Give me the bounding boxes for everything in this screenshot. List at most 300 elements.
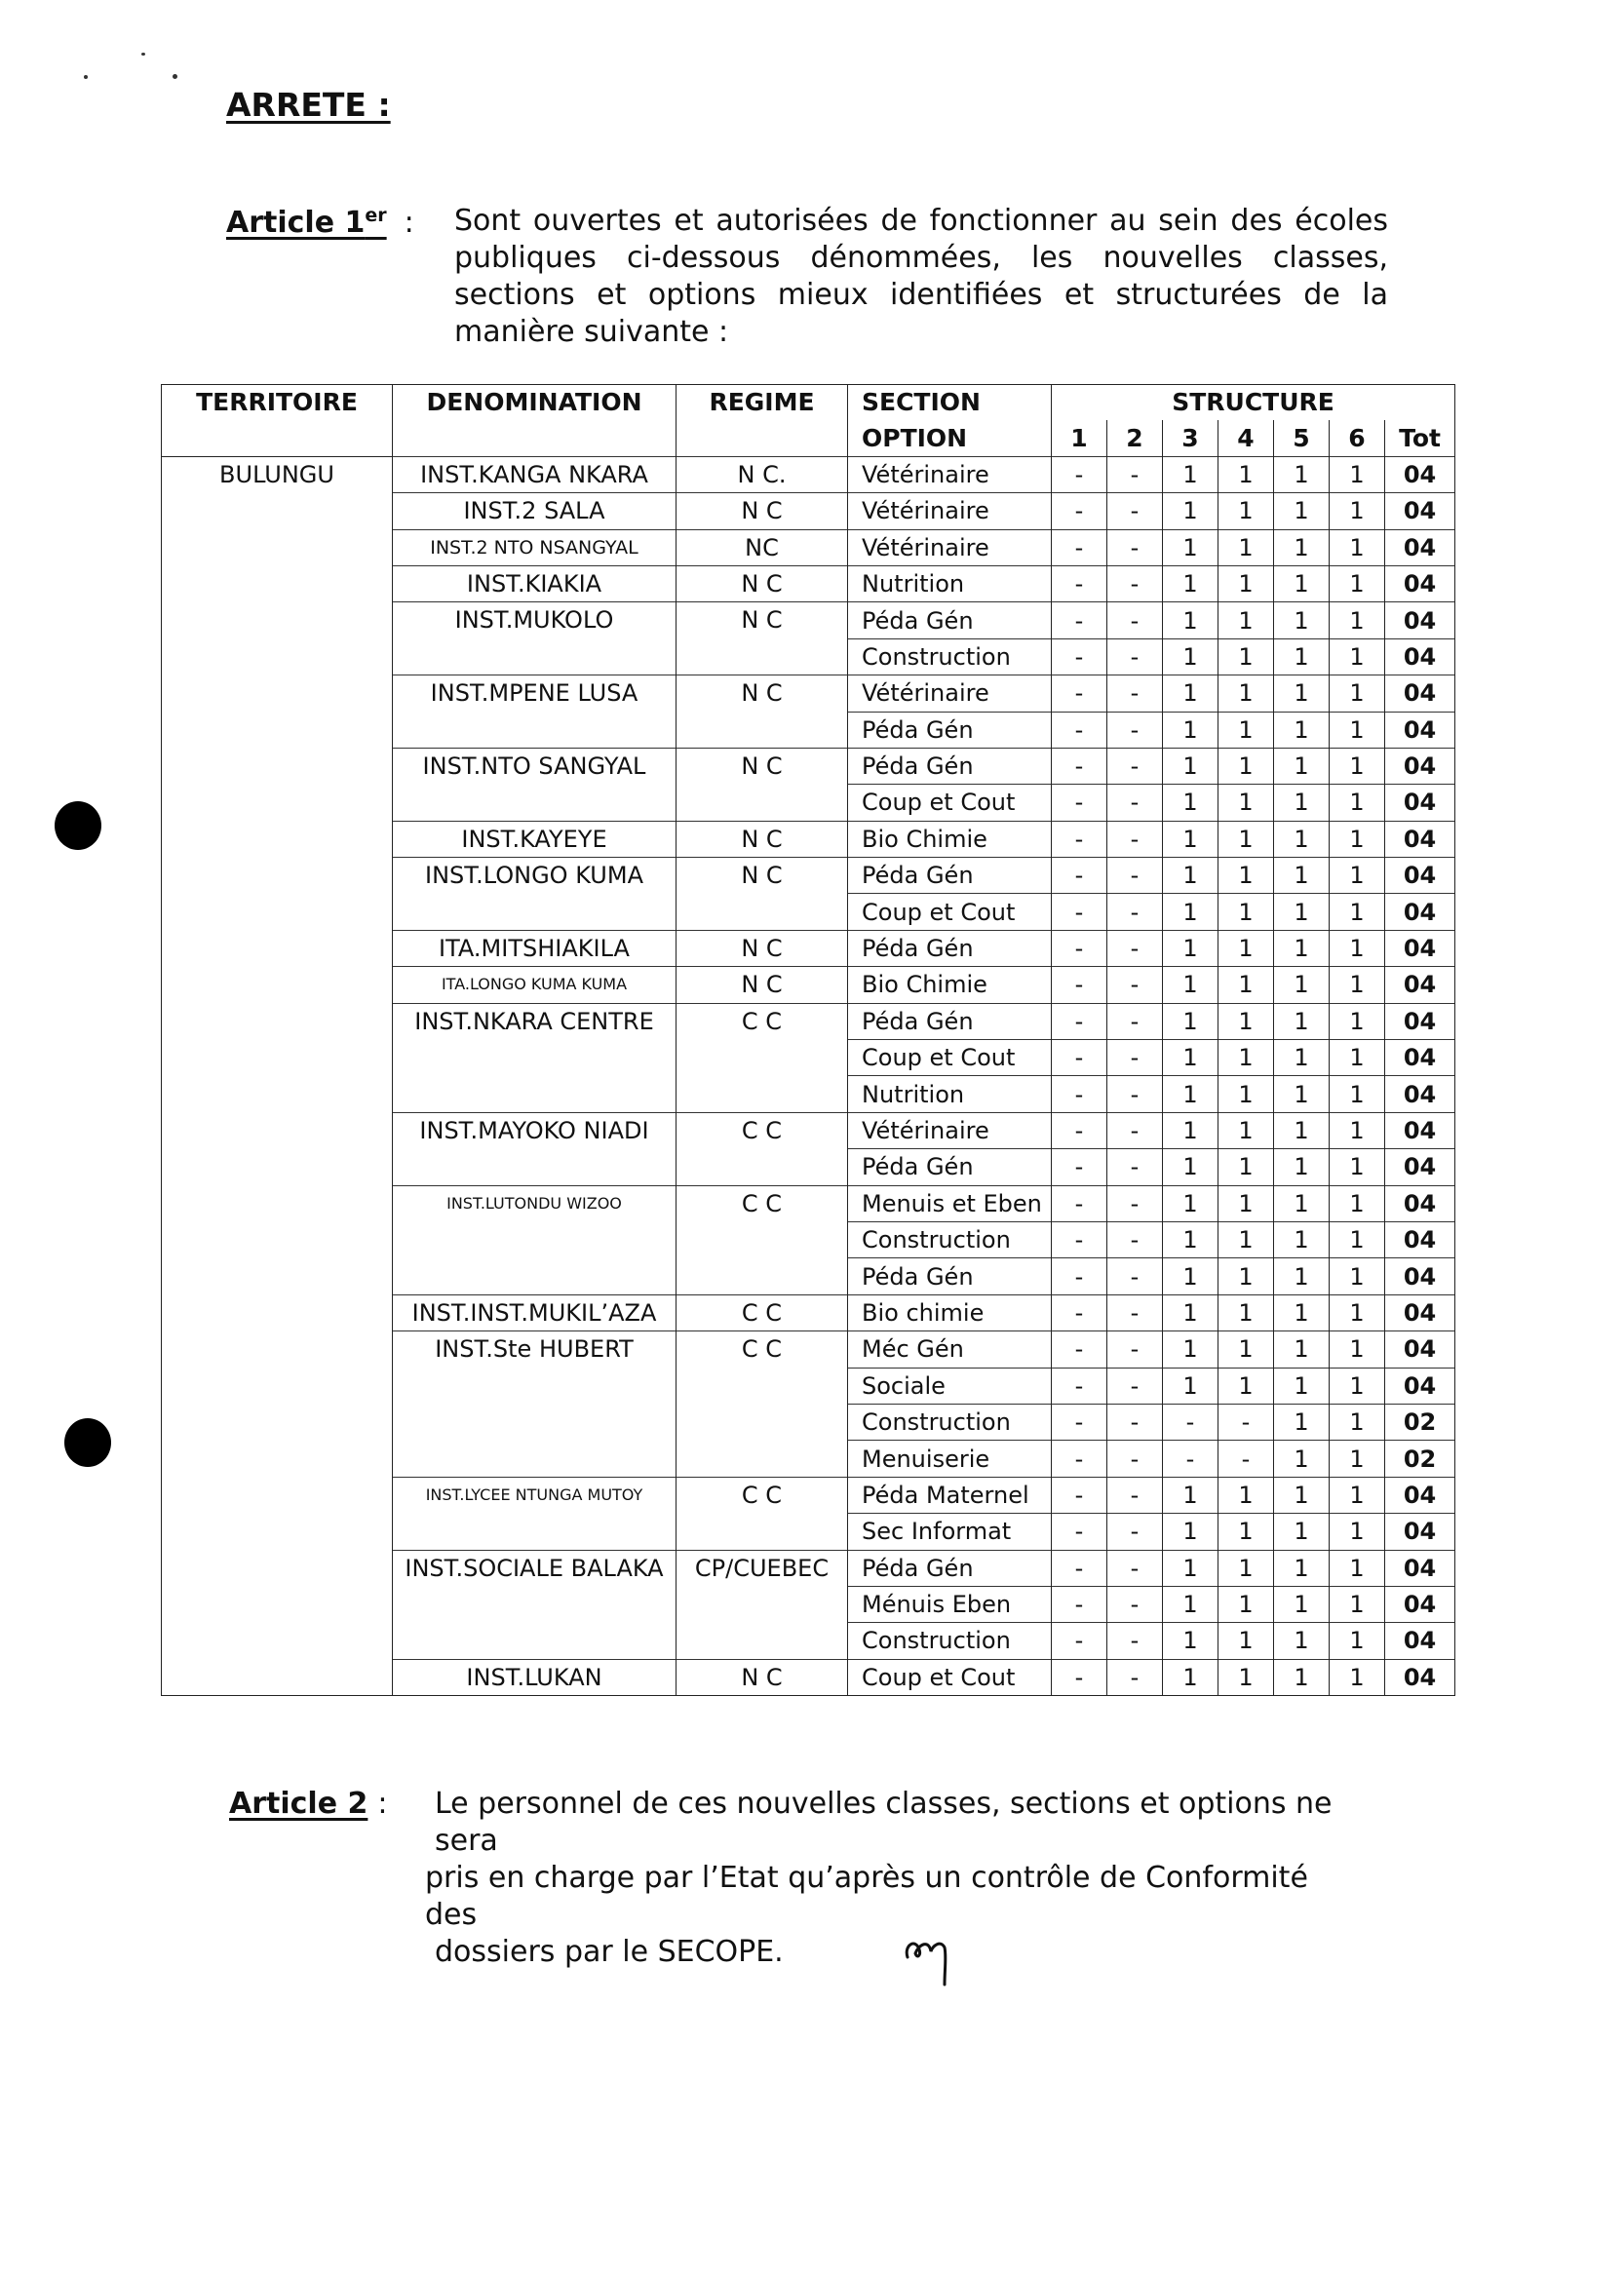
article-2-label-text: Article 2	[229, 1787, 368, 1821]
cell-structure-1: -	[1052, 785, 1107, 821]
cell-structure-4: 1	[1218, 529, 1274, 565]
header-col-tot: Tot	[1385, 420, 1455, 456]
cell-denomination: INST.LONGO KUMA	[393, 858, 677, 931]
cell-structure-5: 1	[1274, 785, 1330, 821]
cell-option: Bio chimie	[848, 1294, 1052, 1330]
cell-structure-5: 1	[1274, 1368, 1330, 1404]
cell-structure-3: 1	[1163, 1368, 1218, 1404]
cell-total: 04	[1385, 1659, 1455, 1695]
cell-structure-5: 1	[1274, 493, 1330, 529]
article-2-colon: :	[377, 1787, 388, 1821]
cell-structure-5: 1	[1274, 1003, 1330, 1039]
cell-structure-3: 1	[1163, 1550, 1218, 1586]
cell-structure-1: -	[1052, 748, 1107, 784]
cell-total: 04	[1385, 456, 1455, 492]
cell-regime: CP/CUEBEC	[677, 1550, 848, 1659]
cell-structure-3: 1	[1163, 675, 1218, 712]
cell-structure-5: 1	[1274, 967, 1330, 1003]
cell-structure-1: -	[1052, 1294, 1107, 1330]
cell-structure-6: 1	[1330, 1221, 1385, 1257]
header-col-1: 1	[1052, 420, 1107, 456]
cell-structure-5: 1	[1274, 1586, 1330, 1622]
cell-structure-4: 1	[1218, 1477, 1274, 1513]
cell-structure-2: -	[1107, 1514, 1163, 1550]
cell-structure-4: 1	[1218, 712, 1274, 748]
cell-structure-1: -	[1052, 565, 1107, 601]
cell-regime: N C	[677, 493, 848, 529]
cell-total: 04	[1385, 858, 1455, 894]
cell-structure-3: 1	[1163, 1623, 1218, 1659]
cell-structure-2: -	[1107, 529, 1163, 565]
cell-structure-1: -	[1052, 712, 1107, 748]
cell-structure-4: 1	[1218, 930, 1274, 966]
cell-option: Coup et Cout	[848, 785, 1052, 821]
cell-structure-6: 1	[1330, 785, 1385, 821]
cell-total: 04	[1385, 1368, 1455, 1404]
cell-denomination: INST.LUTONDU WIZOO	[393, 1185, 677, 1294]
signature-initials	[902, 1920, 970, 1988]
cell-denomination: INST.NTO SANGYAL	[393, 748, 677, 821]
article-1-label	[226, 205, 414, 240]
cell-structure-3: 1	[1163, 894, 1218, 930]
cell-option: Péda Gén	[848, 1003, 1052, 1039]
cell-regime: C C	[677, 1112, 848, 1185]
cell-structure-3: 1	[1163, 1185, 1218, 1221]
cell-structure-1: -	[1052, 675, 1107, 712]
cell-structure-6: 1	[1330, 1076, 1385, 1112]
cell-total: 04	[1385, 1221, 1455, 1257]
cell-structure-6: 1	[1330, 748, 1385, 784]
cell-structure-4: 1	[1218, 1076, 1274, 1112]
cell-total: 04	[1385, 1003, 1455, 1039]
cell-option: Nutrition	[848, 1076, 1052, 1112]
cell-option: Construction	[848, 1404, 1052, 1440]
header-structure: STRUCTURE	[1052, 385, 1455, 421]
cell-option: Coup et Cout	[848, 1040, 1052, 1076]
cell-structure-3: 1	[1163, 638, 1218, 675]
cell-structure-1: -	[1052, 1586, 1107, 1622]
cell-option: Vétérinaire	[848, 675, 1052, 712]
cell-denomination: ITA.MITSHIAKILA	[393, 930, 677, 966]
cell-structure-3: -	[1163, 1404, 1218, 1440]
cell-structure-6: 1	[1330, 1623, 1385, 1659]
cell-structure-4: 1	[1218, 785, 1274, 821]
cell-structure-5: 1	[1274, 602, 1330, 638]
cell-total: 04	[1385, 1550, 1455, 1586]
cell-structure-5: 1	[1274, 1623, 1330, 1659]
cell-option: Péda Gén	[848, 858, 1052, 894]
cell-structure-2: -	[1107, 638, 1163, 675]
cell-structure-6: 1	[1330, 894, 1385, 930]
article-1-colon: :	[404, 206, 414, 240]
cell-structure-1: -	[1052, 1258, 1107, 1294]
header-col-6: 6	[1330, 420, 1385, 456]
cell-structure-3: 1	[1163, 1477, 1218, 1513]
cell-denomination: INST.Ste HUBERT	[393, 1331, 677, 1478]
cell-regime: N C	[677, 1659, 848, 1695]
cell-structure-5: 1	[1274, 1550, 1330, 1586]
article-1-label-text: Article 1	[226, 206, 366, 240]
cell-structure-4: 1	[1218, 1112, 1274, 1148]
cell-total: 04	[1385, 1040, 1455, 1076]
cell-structure-4: 1	[1218, 565, 1274, 601]
cell-total: 04	[1385, 821, 1455, 857]
cell-structure-5: 1	[1274, 712, 1330, 748]
header-section: SECTION	[848, 385, 1052, 421]
cell-total: 04	[1385, 712, 1455, 748]
cell-structure-5: 1	[1274, 1040, 1330, 1076]
cell-structure-6: 1	[1330, 1586, 1385, 1622]
cell-structure-6: 1	[1330, 967, 1385, 1003]
cell-denomination: ITA.LONGO KUMA KUMA	[393, 967, 677, 1003]
cell-structure-4: 1	[1218, 602, 1274, 638]
cell-option: Sec Informat	[848, 1514, 1052, 1550]
cell-total: 04	[1385, 1586, 1455, 1622]
cell-structure-5: 1	[1274, 1258, 1330, 1294]
cell-structure-4: 1	[1218, 1659, 1274, 1695]
cell-structure-2: -	[1107, 602, 1163, 638]
cell-structure-2: -	[1107, 1404, 1163, 1440]
cell-structure-6: 1	[1330, 858, 1385, 894]
cell-total: 02	[1385, 1404, 1455, 1440]
article-2-line: Le personnel de ces nouvelles classes, sections et options ne sera	[435, 1787, 1333, 1858]
header-col-2: 2	[1107, 420, 1163, 456]
cell-option: Méc Gén	[848, 1331, 1052, 1368]
cell-structure-6: 1	[1330, 930, 1385, 966]
cell-regime: C C	[677, 1477, 848, 1550]
cell-structure-2: -	[1107, 1477, 1163, 1513]
cell-regime: C C	[677, 1294, 848, 1330]
cell-structure-3: 1	[1163, 529, 1218, 565]
cell-structure-4: -	[1218, 1404, 1274, 1440]
cell-structure-6: 1	[1330, 493, 1385, 529]
cell-total: 04	[1385, 967, 1455, 1003]
cell-structure-6: 1	[1330, 1404, 1385, 1440]
cell-structure-5: 1	[1274, 1294, 1330, 1330]
cell-structure-5: 1	[1274, 1659, 1330, 1695]
cell-total: 04	[1385, 638, 1455, 675]
cell-total: 04	[1385, 930, 1455, 966]
cell-option: Coup et Cout	[848, 894, 1052, 930]
cell-total: 04	[1385, 1294, 1455, 1330]
cell-structure-4: 1	[1218, 748, 1274, 784]
cell-structure-2: -	[1107, 1149, 1163, 1185]
punch-hole-top	[55, 801, 101, 850]
cell-structure-2: -	[1107, 1368, 1163, 1404]
cell-option: Nutrition	[848, 565, 1052, 601]
cell-structure-4: 1	[1218, 821, 1274, 857]
cell-denomination: INST.NKARA CENTRE	[393, 1003, 677, 1112]
cell-structure-2: -	[1107, 858, 1163, 894]
cell-structure-2: -	[1107, 1003, 1163, 1039]
cell-structure-6: 1	[1330, 1040, 1385, 1076]
cell-structure-6: 1	[1330, 1331, 1385, 1368]
cell-structure-1: -	[1052, 638, 1107, 675]
cell-structure-2: -	[1107, 1258, 1163, 1294]
cell-structure-5: 1	[1274, 1441, 1330, 1477]
cell-structure-2: -	[1107, 1112, 1163, 1148]
cell-structure-6: 1	[1330, 1477, 1385, 1513]
article-1-superscript: er	[365, 205, 387, 226]
cell-structure-1: -	[1052, 1040, 1107, 1076]
article-1-text: Sont ouvertes et autorisées de fonctionner au sein des écoles publiques ci-dessous dénommées, les nouvelles classes, sections et options mieux identifiées et structurées de la manière suivante :	[454, 204, 1388, 349]
cell-structure-6: 1	[1330, 712, 1385, 748]
cell-structure-6: 1	[1330, 1185, 1385, 1221]
cell-structure-5: 1	[1274, 1149, 1330, 1185]
cell-regime: N C	[677, 967, 848, 1003]
cell-structure-6: 1	[1330, 1514, 1385, 1550]
cell-structure-4: 1	[1218, 1221, 1274, 1257]
header-regime: REGIME	[677, 385, 848, 457]
cell-option: Péda Gén	[848, 1258, 1052, 1294]
cell-structure-1: -	[1052, 894, 1107, 930]
cell-total: 04	[1385, 1185, 1455, 1221]
cell-structure-1: -	[1052, 1404, 1107, 1440]
cell-structure-3: 1	[1163, 785, 1218, 821]
cell-regime: NC	[677, 529, 848, 565]
cell-structure-3: 1	[1163, 821, 1218, 857]
cell-structure-1: -	[1052, 1185, 1107, 1221]
cell-regime: N C	[677, 748, 848, 821]
cell-structure-2: -	[1107, 930, 1163, 966]
cell-structure-6: 1	[1330, 1003, 1385, 1039]
cell-total: 04	[1385, 1258, 1455, 1294]
cell-structure-6: 1	[1330, 675, 1385, 712]
cell-option: Vétérinaire	[848, 456, 1052, 492]
cell-structure-5: 1	[1274, 675, 1330, 712]
header-territoire: TERRITOIRE	[162, 385, 393, 457]
cell-structure-4: 1	[1218, 894, 1274, 930]
cell-denomination: INST.2 NTO NSANGYAL	[393, 529, 677, 565]
cell-structure-4: 1	[1218, 675, 1274, 712]
cell-option: Ménuis Eben	[848, 1586, 1052, 1622]
cell-option: Péda Gén	[848, 748, 1052, 784]
cell-structure-1: -	[1052, 529, 1107, 565]
cell-structure-2: -	[1107, 785, 1163, 821]
cell-structure-2: -	[1107, 1076, 1163, 1112]
cell-regime: N C	[677, 930, 848, 966]
cell-structure-6: 1	[1330, 1441, 1385, 1477]
cell-total: 04	[1385, 1331, 1455, 1368]
cell-structure-6: 1	[1330, 821, 1385, 857]
cell-structure-5: 1	[1274, 1404, 1330, 1440]
cell-structure-2: -	[1107, 675, 1163, 712]
cell-structure-6: 1	[1330, 1294, 1385, 1330]
cell-structure-4: 1	[1218, 1331, 1274, 1368]
cell-structure-1: -	[1052, 858, 1107, 894]
cell-total: 04	[1385, 675, 1455, 712]
cell-structure-4: 1	[1218, 1040, 1274, 1076]
cell-structure-1: -	[1052, 1112, 1107, 1148]
cell-structure-1: -	[1052, 967, 1107, 1003]
cell-structure-4: 1	[1218, 967, 1274, 1003]
cell-structure-4: 1	[1218, 1185, 1274, 1221]
cell-structure-1: -	[1052, 1623, 1107, 1659]
cell-regime: N C	[677, 675, 848, 749]
cell-option: Vétérinaire	[848, 493, 1052, 529]
cell-structure-5: 1	[1274, 529, 1330, 565]
cell-structure-3: 1	[1163, 1076, 1218, 1112]
cell-structure-1: -	[1052, 602, 1107, 638]
cell-structure-5: 1	[1274, 1076, 1330, 1112]
cell-structure-1: -	[1052, 1659, 1107, 1695]
cell-structure-3: 1	[1163, 858, 1218, 894]
cell-denomination: INST.INST.MUKIL’AZA	[393, 1294, 677, 1330]
cell-option: Construction	[848, 638, 1052, 675]
cell-structure-1: -	[1052, 821, 1107, 857]
cell-structure-5: 1	[1274, 456, 1330, 492]
cell-option: Vétérinaire	[848, 529, 1052, 565]
cell-structure-4: -	[1218, 1441, 1274, 1477]
cell-structure-1: -	[1052, 1149, 1107, 1185]
cell-structure-4: 1	[1218, 1294, 1274, 1330]
cell-total: 02	[1385, 1441, 1455, 1477]
header-col-4: 4	[1218, 420, 1274, 456]
cell-total: 04	[1385, 529, 1455, 565]
cell-structure-3: 1	[1163, 1149, 1218, 1185]
cell-structure-5: 1	[1274, 858, 1330, 894]
cell-regime: N C	[677, 858, 848, 931]
cell-structure-1: -	[1052, 1514, 1107, 1550]
cell-option: Péda Gén	[848, 1550, 1052, 1586]
cell-structure-4: 1	[1218, 1368, 1274, 1404]
cell-structure-1: -	[1052, 1003, 1107, 1039]
cell-structure-4: 1	[1218, 1258, 1274, 1294]
cell-structure-6: 1	[1330, 565, 1385, 601]
cell-structure-4: 1	[1218, 638, 1274, 675]
cell-structure-3: 1	[1163, 1003, 1218, 1039]
cell-structure-3: 1	[1163, 1112, 1218, 1148]
cell-structure-6: 1	[1330, 1258, 1385, 1294]
cell-structure-6: 1	[1330, 1659, 1385, 1695]
cell-structure-2: -	[1107, 493, 1163, 529]
cell-denomination: INST.KANGA NKARA	[393, 456, 677, 492]
cell-total: 04	[1385, 1149, 1455, 1185]
cell-structure-5: 1	[1274, 821, 1330, 857]
cell-regime: C C	[677, 1185, 848, 1294]
cell-structure-4: 1	[1218, 858, 1274, 894]
cell-structure-3: 1	[1163, 930, 1218, 966]
cell-structure-2: -	[1107, 712, 1163, 748]
cell-total: 04	[1385, 1477, 1455, 1513]
cell-total: 04	[1385, 1112, 1455, 1148]
cell-denomination: INST.MPENE LUSA	[393, 675, 677, 749]
cell-structure-6: 1	[1330, 1112, 1385, 1148]
cell-structure-1: -	[1052, 1221, 1107, 1257]
cell-structure-3: 1	[1163, 1258, 1218, 1294]
cell-regime: C C	[677, 1003, 848, 1112]
cell-option: Construction	[848, 1623, 1052, 1659]
cell-structure-6: 1	[1330, 1550, 1385, 1586]
cell-structure-4: 1	[1218, 1003, 1274, 1039]
cell-structure-1: -	[1052, 493, 1107, 529]
cell-structure-2: -	[1107, 748, 1163, 784]
scan-speck	[141, 53, 145, 56]
article-2-label	[229, 1787, 387, 1821]
cell-denomination: INST.SOCIALE BALAKA	[393, 1550, 677, 1659]
cell-total: 04	[1385, 894, 1455, 930]
cell-structure-3: -	[1163, 1441, 1218, 1477]
cell-total: 04	[1385, 565, 1455, 601]
punch-hole-bottom	[64, 1418, 111, 1467]
cell-total: 04	[1385, 1623, 1455, 1659]
cell-structure-1: -	[1052, 1076, 1107, 1112]
cell-structure-3: 1	[1163, 748, 1218, 784]
cell-option: Construction	[848, 1221, 1052, 1257]
cell-structure-5: 1	[1274, 1221, 1330, 1257]
cell-structure-3: 1	[1163, 712, 1218, 748]
cell-total: 04	[1385, 602, 1455, 638]
cell-regime: N C	[677, 602, 848, 675]
cell-option: Péda Gén	[848, 602, 1052, 638]
cell-option: Menuiserie	[848, 1441, 1052, 1477]
cell-denomination: INST.LUKAN	[393, 1659, 677, 1695]
cell-structure-5: 1	[1274, 1112, 1330, 1148]
cell-structure-4: 1	[1218, 1550, 1274, 1586]
header-denomination: DENOMINATION	[393, 385, 677, 457]
cell-structure-4: 1	[1218, 1623, 1274, 1659]
cell-denomination: INST.KAYEYE	[393, 821, 677, 857]
cell-structure-3: 1	[1163, 1221, 1218, 1257]
header-col-5: 5	[1274, 420, 1330, 456]
cell-structure-2: -	[1107, 1659, 1163, 1695]
cell-option: Sociale	[848, 1368, 1052, 1404]
cell-structure-3: 1	[1163, 1514, 1218, 1550]
cell-structure-4: 1	[1218, 456, 1274, 492]
cell-option: Vétérinaire	[848, 1112, 1052, 1148]
cell-structure-4: 1	[1218, 1586, 1274, 1622]
cell-structure-2: -	[1107, 1550, 1163, 1586]
cell-structure-2: -	[1107, 1331, 1163, 1368]
cell-structure-1: -	[1052, 456, 1107, 492]
cell-total: 04	[1385, 1514, 1455, 1550]
cell-denomination: INST.KIAKIA	[393, 565, 677, 601]
cell-structure-2: -	[1107, 1586, 1163, 1622]
scan-speck	[84, 75, 88, 79]
page-title: ARRETE :	[226, 86, 391, 124]
cell-denomination: INST.2 SALA	[393, 493, 677, 529]
cell-structure-2: -	[1107, 456, 1163, 492]
cell-structure-5: 1	[1274, 748, 1330, 784]
cell-total: 04	[1385, 748, 1455, 784]
cell-structure-3: 1	[1163, 1040, 1218, 1076]
cell-regime: C C	[677, 1331, 848, 1478]
table-row	[162, 456, 1455, 492]
header-option: OPTION	[848, 420, 1052, 456]
cell-option: Coup et Cout	[848, 1659, 1052, 1695]
cell-structure-2: -	[1107, 821, 1163, 857]
cell-structure-3: 1	[1163, 456, 1218, 492]
cell-structure-3: 1	[1163, 602, 1218, 638]
cell-denomination: INST.MAYOKO NIADI	[393, 1112, 677, 1185]
cell-structure-6: 1	[1330, 529, 1385, 565]
cell-structure-6: 1	[1330, 638, 1385, 675]
cell-structure-2: -	[1107, 565, 1163, 601]
cell-structure-3: 1	[1163, 1294, 1218, 1330]
cell-structure-5: 1	[1274, 565, 1330, 601]
cell-structure-6: 1	[1330, 1149, 1385, 1185]
cell-structure-5: 1	[1274, 638, 1330, 675]
cell-structure-2: -	[1107, 894, 1163, 930]
scan-speck	[173, 74, 177, 79]
structure-table	[161, 384, 1455, 1696]
cell-regime: N C	[677, 821, 848, 857]
cell-total: 04	[1385, 1076, 1455, 1112]
cell-option: Bio Chimie	[848, 967, 1052, 1003]
cell-structure-1: -	[1052, 1441, 1107, 1477]
cell-total: 04	[1385, 493, 1455, 529]
cell-structure-3: 1	[1163, 493, 1218, 529]
